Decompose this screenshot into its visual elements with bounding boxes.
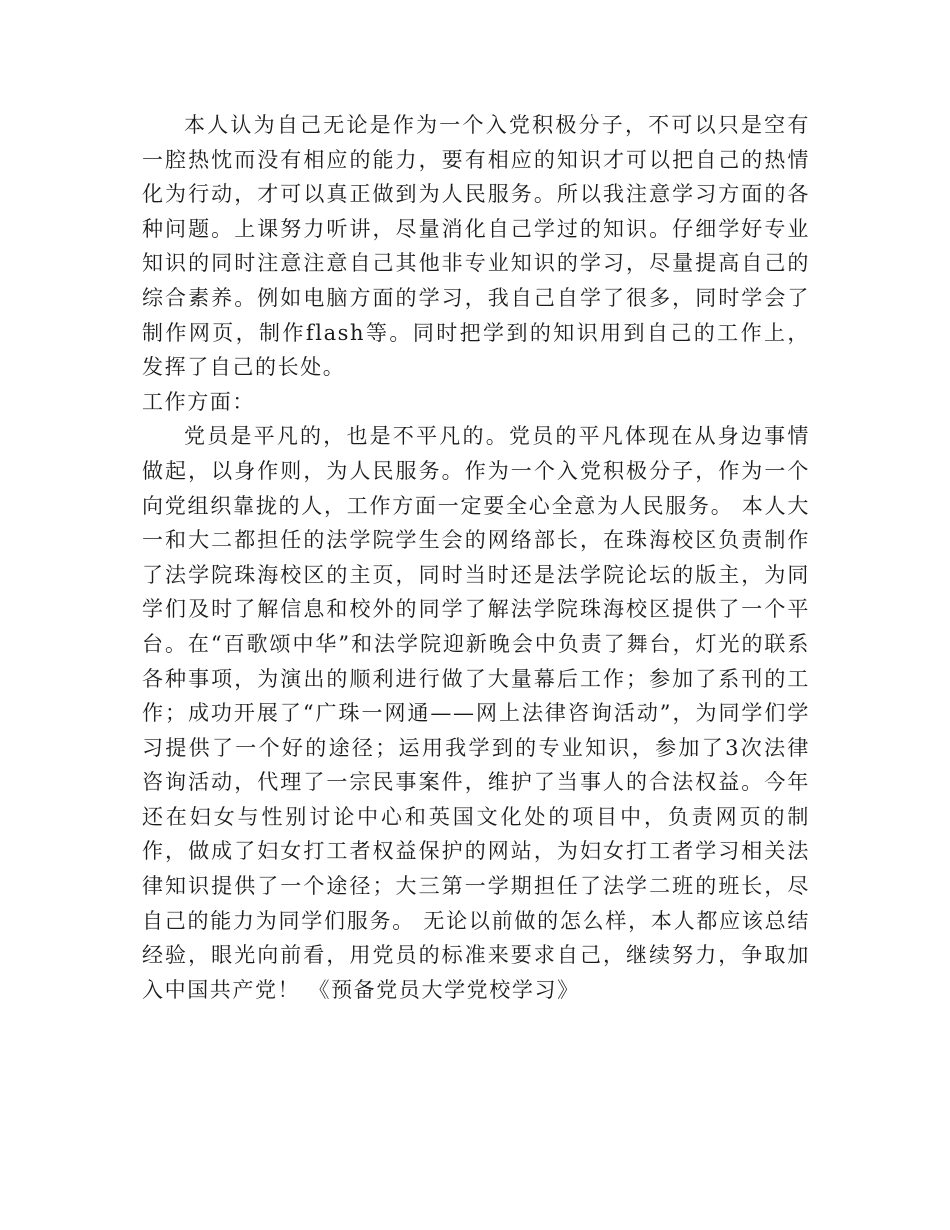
section-heading-work: 工作方面： — [142, 389, 255, 414]
paragraph-work: 党员是平凡的，也是不平凡的。党员的平凡体现在从身边事情做起，以身作则，为人民服务。作为一个入党积极分子，作为一个向党组织靠拢的人，工作方面一定要全心全意为人民服务。 本人大一和大二都担任的法学院学生会的网络部长，在珠海校区负责制作了法学院珠海校区的主页，同时当时还是法学院论坛的版主，为同学们及时了解信息和校外的同学了解法学院珠海校区提供了一个平台。在“百歌颂中华”和法学院迎新晚会中负责了舞台，灯光的联系各种事项，为演出的顺利进行做了大量幕后工作；参加了系刊的工作；成功开展了“广珠一网通——网上法律咨询活动”，为同学们学习提供了一个好的途径；运用我学到的专业知识，参加了3次法律咨询活动，代理了一宗民事案件，维护了当事人的合法权益。今年还在妇女与性别讨论中心和英国文化处的项目中，负责网页的制作，做成了妇女打工者权益保护的网站，为妇女打工者学习相关法律知识提供了一个途径；大三第一学期担任了法学二班的班长，尽自己的能力为同学们服务。 无论以前做的怎么样，本人都应该总结经验，眼光向前看，用党员的标准来要求自己，继续努力，争取加入中国共产党！ 《预备党员大学党校学习》 — [142, 424, 810, 1002]
paragraph-study: 本人认为自己无论是作为一个入党积极分子，不可以只是空有一腔热忱而没有相应的能力，要有相应的知识才可以把自己的热情化为行动，才可以真正做到为人民服务。所以我注意学习方面的各种问题。上课努力听讲，尽量消化自己学过的知识。仔细学好专业知识的同时注意注意自己其他非专业知识的学习，尽量提高自己的综合素养。例如电脑方面的学习，我自己自学了很多，同时学会了制作网页，制作flash等。同时把学到的知识用到自己的工作上，发挥了自己的长处。 — [142, 113, 810, 380]
document-body — [142, 108, 810, 1007]
